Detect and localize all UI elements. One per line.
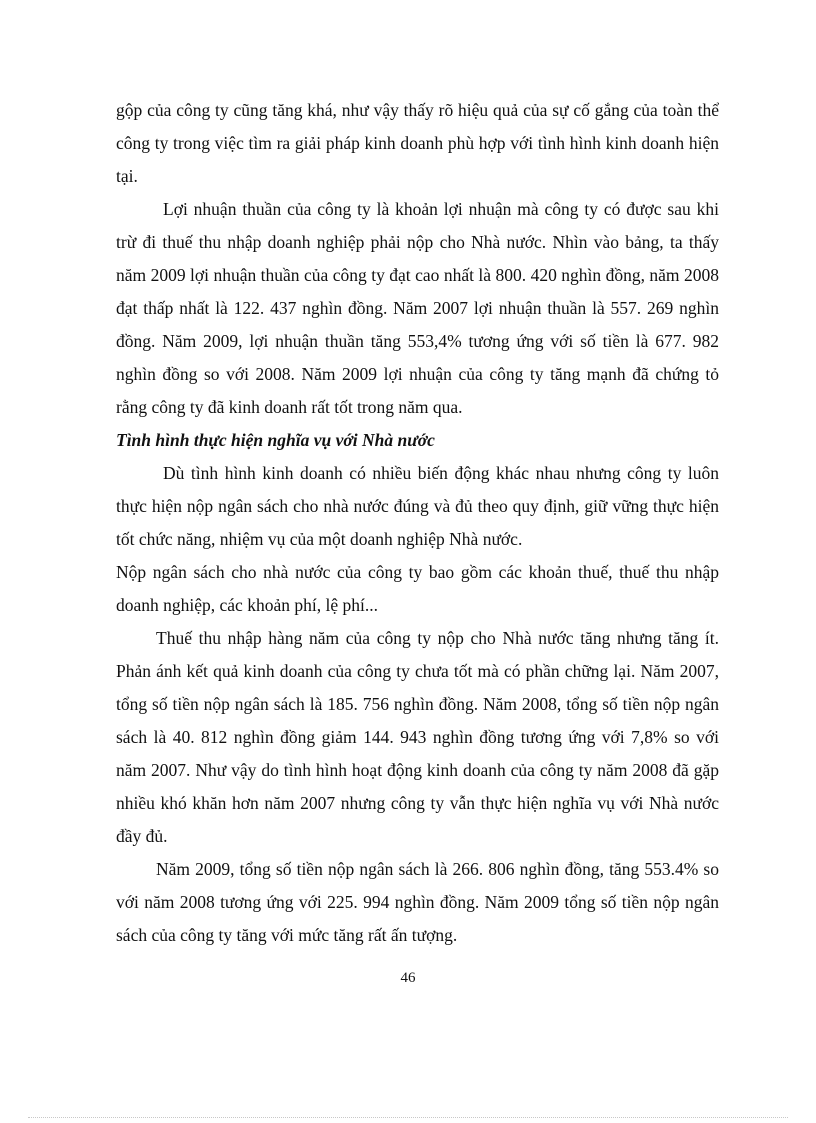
- paragraph-continuation: gộp của công ty cũng tăng khá, như vậy thấy rõ hiệu quả của sự cố gắng của toàn thể công ty trong việc tìm ra giải pháp kinh doanh phù hợp với tình hình kinh doanh hiện tại.: [116, 100, 719, 186]
- footer-divider: [28, 1117, 788, 1118]
- paragraph-net-profit: Lợi nhuận thuần của công ty là khoản lợi nhuận mà công ty có được sau khi trừ đi thuế thu nhập doanh nghiệp phải nộp cho Nhà nước. Nhìn vào bảng, ta thấy năm 2009 lợi nhuận thuần của công ty đạt cao nhất là 800. 420 nghìn đồng, năm 2008 đạt thấp nhất là 122. 437 nghìn đồng. Năm 2007 lợi nhuận thuần là 557. 269 nghìn đồng. Năm 2009, lợi nhuận thuần tăng 553,4% tương ứng với số tiền là 677. 982 nghìn đồng so với 2008. Năm 2009 lợi nhuận của công ty tăng mạnh đã chứng tỏ rằng công ty đã kinh doanh rất tốt trong năm qua.: [116, 199, 719, 417]
- paragraph-budget-items: Nộp ngân sách cho nhà nước của công ty bao gồm các khoản thuế, thuế thu nhập doanh nghiệp, các khoản phí, lệ phí...: [116, 562, 719, 615]
- paragraph-2009-budget: Năm 2009, tổng số tiền nộp ngân sách là 266. 806 nghìn đồng, tăng 553.4% so với năm 2008 tương ứng với 225. 994 nghìn đồng. Năm 2009 tổng số tiền nộp ngân sách của công ty tăng với mức tăng rất ấn tượng.: [116, 859, 719, 945]
- paragraph-budget-compliance: Dù tình hình kinh doanh có nhiều biến động khác nhau nhưng công ty luôn thực hiện nộp ngân sách cho nhà nước đúng và đủ theo quy định, giữ vững thực hiện tốt chức năng, nhiệm vụ của một doanh nghiệp Nhà nước.: [116, 463, 719, 549]
- page-number: 46: [400, 970, 416, 986]
- document-body: [116, 94, 719, 952]
- section-heading-obligations: Tình hình thực hiện nghĩa vụ với Nhà nước: [116, 430, 435, 450]
- paragraph-income-tax: Thuế thu nhập hàng năm của công ty nộp cho Nhà nước tăng nhưng tăng ít. Phản ánh kết quả kinh doanh của công ty chưa tốt mà có phần chững lại. Năm 2007, tổng số tiền nộp ngân sách là 185. 756 nghìn đồng. Năm 2008, tổng số tiền nộp ngân sách là 40. 812 nghìn đồng giảm 144. 943 nghìn đồng tương ứng với 7,8% so với năm 2007. Như vậy do tình hình hoạt động kinh doanh của công ty năm 2008 đã gặp nhiều khó khăn hơn năm 2007 nhưng công ty vẫn thực hiện nghĩa vụ với Nhà nước đầy đủ.: [116, 628, 719, 846]
